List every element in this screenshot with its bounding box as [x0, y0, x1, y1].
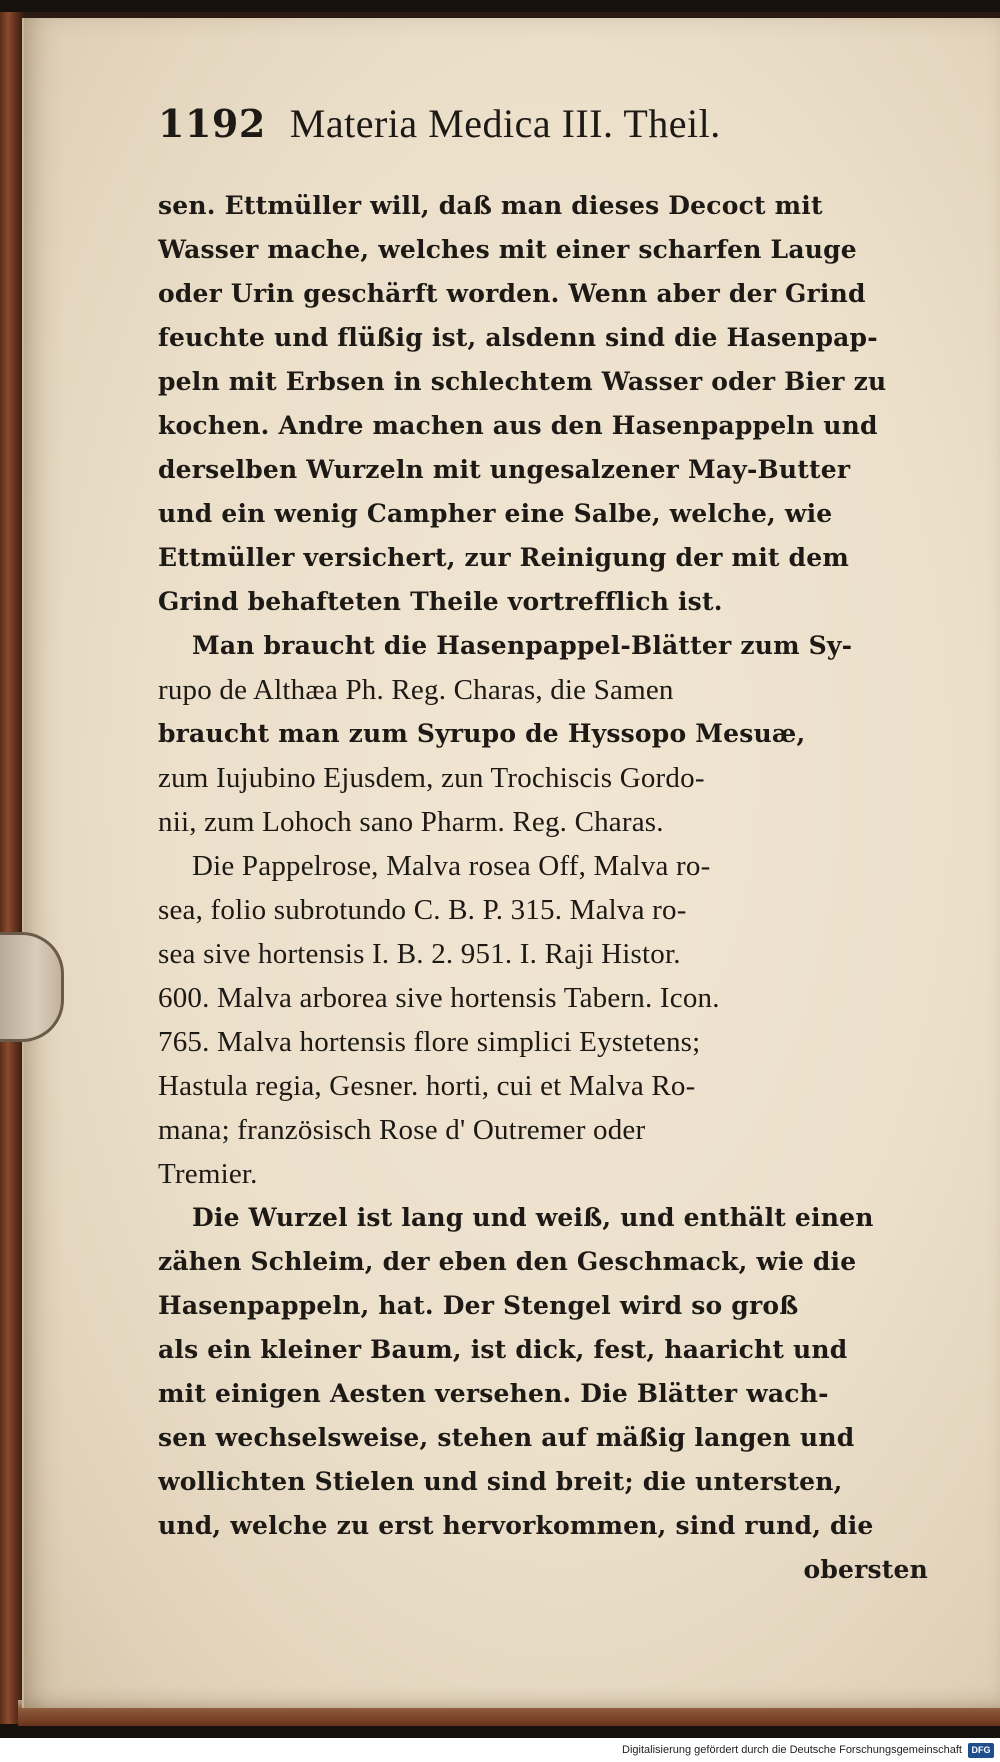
text-line: sea, folio subrotundo C. B. P. 315. Malva ro- [158, 894, 687, 926]
page-number: 1192 [158, 101, 266, 146]
text-line: zum Iujubino Ejusdem, zun Trochiscis Gordo- [158, 762, 705, 794]
text-line: und ein wenig Campher eine Salbe, welche, wie [158, 499, 833, 528]
funding-credit: Digitalisierung gefördert durch die Deutsche Forschungsgemeinschaft [622, 1744, 962, 1756]
text-line: Grind behafteten Theile vortrefflich ist. [158, 587, 723, 616]
text-line: mana; französisch Rose d' Outremer oder [158, 1114, 646, 1146]
text-line: Ettmüller versichert, zur Reinigung der mit dem [158, 543, 849, 572]
text-line: feuchte und flüßig ist, alsdenn sind die Hasenpap- [158, 323, 878, 352]
text-line: kochen. Andre machen aus den Hasenpappeln und [158, 411, 878, 440]
page-text [158, 100, 928, 1592]
text-line: obersten [803, 1555, 928, 1584]
text-line: sen. Ettmüller will, daß man dieses Decoct mit [158, 191, 823, 220]
text-line: 600. Malva arborea sive hortensis Tabern. Icon. [158, 982, 720, 1014]
body-text [158, 184, 928, 1592]
text-line: wollichten Stielen und sind breit; die untersten, [158, 1467, 843, 1496]
book-clasp [0, 932, 64, 1042]
text-line: Man braucht die Hasenpappel-Blätter zum Sy- [192, 631, 853, 660]
page-header [158, 100, 928, 162]
text-line: nii, zum Lohoch sano Pharm. Reg. Charas. [158, 806, 664, 838]
text-line: zähen Schleim, der eben den Geschmack, wie die [158, 1247, 857, 1276]
text-line: sen wechselsweise, stehen auf mäßig langen und [158, 1423, 855, 1452]
text-line: und, welche zu erst hervorkommen, sind rund, die [158, 1511, 874, 1540]
text-line: mit einigen Aesten versehen. Die Blätter wach- [158, 1379, 829, 1408]
text-line: Die Pappelrose, Malva rosea Off, Malva ro- [192, 850, 711, 882]
text-line: Tremier. [158, 1158, 258, 1190]
text-line: peln mit Erbsen in schlechtem Wasser oder Bier zu [158, 367, 887, 396]
text-line: 765. Malva hortensis flore simplici Eystetens; [158, 1026, 701, 1058]
text-line: braucht man zum Syrupo de Hyssopo Mesuæ, [158, 719, 806, 748]
text-line: als ein kleiner Baum, ist dick, fest, haaricht und [158, 1335, 848, 1364]
text-line: derselben Wurzeln mit ungesalzener May-Butter [158, 455, 851, 484]
text-line: Hastula regia, Gesner. horti, cui et Malva Ro- [158, 1070, 696, 1102]
running-head: Materia Medica III. Theil. [289, 101, 721, 146]
text-line: Die Wurzel ist lang und weiß, und enthält einen [192, 1203, 874, 1232]
text-line: Wasser mache, welches mit einer scharfen Lauge [158, 235, 857, 264]
text-line: sea sive hortensis I. B. 2. 951. I. Raji Histor. [158, 938, 681, 970]
dfg-logo-icon: DFG [968, 1743, 994, 1758]
text-line: rupo de Althæa Ph. Reg. Charas, die Samen [158, 674, 674, 706]
text-line: oder Urin geschärft worden. Wenn aber der Grind [158, 279, 866, 308]
digitization-footer [0, 1738, 1000, 1762]
text-line: Hasenpappeln, hat. Der Stengel wird so groß [158, 1291, 799, 1320]
